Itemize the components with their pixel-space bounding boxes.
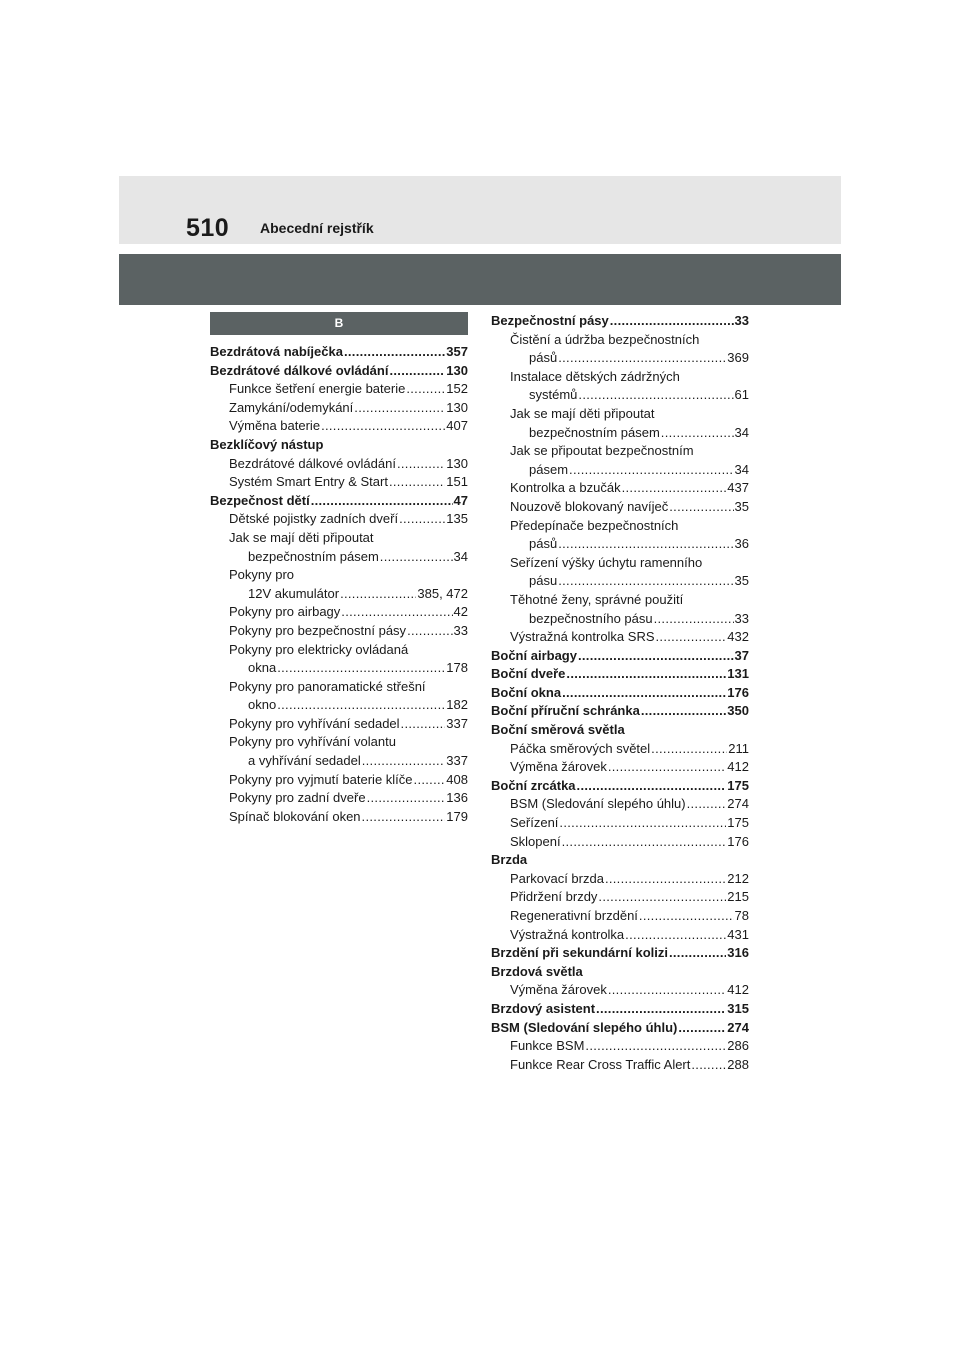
entry-text: Jak se mají děti připoutat [510, 405, 655, 421]
dot-leader [406, 380, 445, 399]
entry-page-number[interactable]: 33 [734, 313, 749, 328]
index-entry[interactable] [491, 926, 749, 945]
dot-leader [669, 498, 733, 517]
dot-leader [558, 535, 733, 554]
dot-leader [622, 479, 727, 498]
entry-text: Boční okna [491, 684, 562, 700]
dot-leader [389, 473, 445, 492]
entry-page-number[interactable]: 151 [446, 474, 468, 490]
index-entry[interactable] [210, 641, 468, 660]
index-entry[interactable] [491, 870, 749, 889]
entry-text: Boční dveře [491, 666, 566, 682]
index-entry[interactable] [491, 1000, 749, 1019]
index-entry[interactable] [210, 343, 468, 362]
entry-page-number[interactable]: 35 [734, 573, 749, 589]
index-entry[interactable] [491, 888, 749, 907]
entry-page-number[interactable]: 176 [727, 684, 749, 700]
entry-page-number[interactable]: 42 [453, 604, 468, 620]
entry-text: Sklopení [510, 833, 561, 849]
entry-text: Pokyny pro vyjmutí baterie klíče [229, 771, 413, 787]
entry-text: Předepínače bezpečnostních [510, 517, 679, 533]
entry-text: a vyhřívání sedadel [248, 753, 361, 769]
dot-leader [340, 585, 416, 604]
index-entry[interactable] [491, 498, 749, 517]
entry-text: okna [248, 660, 277, 676]
index-entry[interactable] [491, 1037, 749, 1056]
dot-leader [362, 752, 446, 771]
entry-text: Výměna žárovek [510, 982, 607, 998]
entry-text: Jak se mají děti připoutat [229, 529, 374, 545]
entry-text: Nouzově blokovaný navíječ [510, 498, 669, 514]
entry-page-number[interactable]: 33 [734, 610, 749, 626]
entry-text: Bezdrátové dálkové ovládání [229, 455, 396, 471]
entry-text: Pokyny pro panoramatické střešní [229, 678, 426, 694]
entry-text: Bezpečnost dětí [210, 492, 310, 508]
dot-leader [691, 1056, 726, 1075]
dot-leader [277, 696, 445, 715]
index-entry[interactable] [210, 473, 468, 492]
index-entry[interactable] [210, 678, 468, 697]
index-entry[interactable] [210, 789, 468, 808]
entry-text: Výstražná kontrolka [510, 926, 625, 942]
index-entry[interactable] [491, 851, 749, 870]
dot-leader [608, 758, 726, 777]
index-entry[interactable] [491, 628, 749, 647]
entry-text: Těhotné ženy, správné použití [510, 591, 684, 607]
entry-page-number[interactable]: 288 [727, 1056, 749, 1072]
entry-page-number[interactable]: 175 [727, 777, 749, 793]
entry-text: Brzdová světla [491, 963, 583, 979]
dot-leader [669, 944, 726, 963]
index-entry[interactable] [210, 492, 468, 511]
entry-text: Boční zrcátka [491, 777, 576, 793]
index-entry[interactable] [210, 752, 468, 771]
index-entry[interactable] [491, 665, 749, 684]
entry-text: Bezdrátové dálkové ovládání [210, 362, 389, 378]
entry-page-number[interactable]: 412 [727, 759, 749, 775]
index-entry[interactable] [210, 659, 468, 678]
entry-text: Pokyny pro bezpečnostní pásy [229, 622, 407, 638]
entry-page-number[interactable]: 130 [446, 362, 468, 378]
entry-page-number[interactable]: 274 [727, 796, 749, 812]
entry-page-number[interactable]: 34 [734, 461, 749, 477]
entry-text: Páčka směrových světel [510, 740, 651, 756]
entry-page-number[interactable]: 61 [734, 387, 749, 403]
index-entry[interactable] [210, 362, 468, 381]
index-entry[interactable] [491, 517, 749, 536]
index-entry[interactable] [210, 436, 468, 455]
dot-leader [678, 1019, 726, 1038]
entry-page-number[interactable]: 337 [446, 753, 468, 769]
entry-page-number[interactable]: 215 [727, 889, 749, 905]
entry-page-number[interactable]: 408 [446, 771, 468, 787]
index-entry[interactable] [491, 944, 749, 963]
index-entry[interactable] [491, 424, 749, 443]
dot-leader [569, 461, 734, 480]
entry-page-number[interactable]: 432 [727, 629, 749, 645]
dot-leader [687, 795, 727, 814]
entry-text: 12V akumulátor [248, 585, 340, 601]
index-entry[interactable] [491, 814, 749, 833]
entry-text: Seřízení výšky úchytu ramenního [510, 554, 703, 570]
dot-leader [367, 789, 446, 808]
entry-page-number[interactable]: 78 [734, 908, 749, 923]
page-number: 510 [186, 214, 230, 242]
entry-page-number[interactable]: 431 [727, 926, 749, 942]
entry-text: Funkce šetření energie baterie [229, 381, 406, 397]
entry-text: Regenerativní brzdění [510, 908, 638, 923]
entry-text: Pokyny pro zadní dveře [229, 790, 366, 806]
entry-page-number[interactable]: 337 [446, 715, 468, 731]
entry-text: Brzda [491, 852, 528, 868]
index-entry[interactable] [210, 808, 468, 827]
dot-leader [558, 572, 733, 591]
index-entry[interactable] [491, 479, 749, 498]
entry-page-number[interactable]: 316 [727, 945, 749, 961]
dot-leader [399, 510, 445, 529]
entry-page-number[interactable]: 274 [727, 1019, 749, 1035]
index-column-left [210, 312, 468, 826]
entry-text: Pokyny pro elektricky ovládaná [229, 641, 409, 657]
entry-page-number[interactable]: 315 [727, 1000, 749, 1016]
entry-page-number[interactable]: 437 [727, 480, 749, 496]
index-entry[interactable] [210, 585, 468, 604]
entry-page-number[interactable]: 407 [446, 418, 468, 434]
entry-text: bezpečnostním pásem [529, 424, 660, 440]
section-title: Abecední rejstřík [260, 220, 374, 236]
dot-leader [598, 888, 726, 907]
index-entry[interactable] [210, 733, 468, 752]
dot-leader [277, 659, 445, 678]
entry-text: Pokyny pro airbagy [229, 604, 341, 620]
index-entry[interactable] [210, 715, 468, 734]
entry-text: Pokyny pro vyhřívání volantu [229, 734, 396, 750]
index-entry[interactable] [491, 777, 749, 796]
index-entry[interactable] [210, 510, 468, 529]
entry-page-number[interactable]: 136 [446, 790, 468, 806]
index-entry[interactable] [491, 554, 749, 573]
entry-text: Výstražná kontrolka SRS [510, 629, 655, 645]
entry-text: bezpečnostním pásem [248, 548, 379, 564]
entry-page-number[interactable]: 412 [727, 982, 749, 998]
index-entry[interactable] [210, 455, 468, 474]
index-entry[interactable] [491, 610, 749, 629]
dot-leader [407, 622, 452, 641]
dot-leader [344, 343, 445, 362]
index-entry[interactable] [491, 1019, 749, 1038]
dot-leader [566, 665, 726, 684]
index-entry[interactable] [491, 684, 749, 703]
dot-leader [578, 647, 734, 666]
dot-leader [651, 740, 727, 759]
index-entry[interactable] [491, 1056, 749, 1075]
index-entry[interactable] [491, 405, 749, 424]
index-entry[interactable] [491, 591, 749, 610]
index-entry[interactable] [210, 622, 468, 641]
entry-text: systémů [529, 387, 578, 403]
index-entry[interactable] [491, 833, 749, 852]
entry-text: Pokyny pro vyhřívání sedadel [229, 715, 400, 731]
dot-leader [605, 870, 726, 889]
dot-leader [321, 417, 445, 436]
dot-leader [389, 362, 445, 381]
entry-page-number[interactable]: 212 [727, 870, 749, 886]
index-entry[interactable] [210, 548, 468, 567]
dot-leader [654, 610, 734, 629]
entry-page-number[interactable]: 357 [446, 344, 468, 359]
entry-text: Výměna baterie [229, 418, 321, 434]
entry-page-number[interactable]: 130 [446, 455, 468, 471]
entry-page-number[interactable]: 33 [453, 622, 468, 638]
dot-leader [559, 814, 726, 833]
entry-page-number[interactable]: 175 [727, 815, 749, 831]
entry-page-number[interactable]: 37 [734, 647, 749, 663]
dot-leader [558, 349, 726, 368]
entry-page-number[interactable]: 152 [446, 381, 468, 397]
letter-heading: B [210, 312, 468, 335]
index-entry[interactable] [491, 740, 749, 759]
entry-page-number[interactable]: 34 [453, 548, 468, 564]
dot-leader [354, 399, 445, 418]
entry-page-number[interactable]: 135 [446, 511, 468, 527]
entry-page-number[interactable]: 350 [727, 703, 749, 719]
entry-text: Čistění a údržba bezpečnostních [510, 331, 700, 347]
dot-leader [414, 771, 446, 790]
entry-text: Funkce Rear Cross Traffic Alert [510, 1056, 691, 1072]
dot-leader [610, 312, 734, 331]
dot-leader [661, 424, 734, 443]
index-entry[interactable] [210, 399, 468, 418]
dot-leader [311, 492, 453, 511]
dot-leader [562, 833, 727, 852]
index-entry[interactable] [491, 907, 749, 926]
entry-text: Spínač blokování oken [229, 808, 361, 824]
index-entry[interactable] [210, 529, 468, 548]
dot-leader [596, 1000, 726, 1019]
entry-text: Brzdový asistent [491, 1000, 596, 1016]
entry-page-number[interactable]: 35 [734, 498, 749, 514]
index-entry[interactable] [491, 647, 749, 666]
index-entry[interactable] [491, 349, 749, 368]
entry-page-number[interactable]: 182 [446, 697, 468, 713]
dot-leader [656, 628, 727, 647]
index-entry[interactable] [491, 795, 749, 814]
dot-leader [641, 702, 726, 721]
entry-text: Seřízení [510, 815, 559, 831]
dot-leader [625, 926, 726, 945]
entry-text: pásem [529, 461, 569, 477]
entry-text: Přidržení brzdy [510, 889, 598, 905]
entry-text: Boční směrová světla [491, 722, 625, 738]
index-entry[interactable] [491, 461, 749, 480]
entry-text: bezpečnostního pásu [529, 610, 653, 626]
entry-page-number[interactable]: 286 [727, 1038, 749, 1054]
entry-text: pásu [529, 573, 558, 589]
index-entry[interactable] [491, 981, 749, 1000]
index-entry[interactable] [210, 771, 468, 790]
entry-text: Systém Smart Entry & Start [229, 474, 388, 490]
entry-text: Bezpečnostní pásy [491, 313, 609, 328]
entry-text: BSM (Sledování slepého úhlu) [491, 1019, 678, 1035]
dot-leader [577, 777, 727, 796]
entry-text: Jak se připoutat bezpečnostním [510, 443, 694, 459]
entry-text: Kontrolka a bzučák [510, 480, 621, 496]
dot-leader [608, 981, 726, 1000]
entry-text: Brzdění při sekundární kolizi [491, 945, 668, 961]
index-entry[interactable] [491, 535, 749, 554]
index-entry[interactable] [491, 758, 749, 777]
entry-page-number[interactable]: 211 [728, 740, 749, 756]
entry-page-number[interactable]: 369 [727, 350, 749, 366]
entry-text: Bezdrátová nabíječka [210, 344, 343, 359]
entry-text: Instalace dětských zádržných [510, 368, 680, 384]
dot-leader [380, 548, 453, 567]
dot-leader [578, 386, 733, 405]
entry-text: Dětské pojistky zadních dveří [229, 511, 399, 527]
index-entry[interactable] [491, 442, 749, 461]
entry-text: Boční příruční schránka [491, 703, 640, 719]
dot-leader [362, 808, 446, 827]
dot-leader [639, 907, 734, 926]
entry-text: pásů [529, 350, 558, 366]
index-column-right [491, 312, 749, 1074]
index-entry[interactable] [491, 702, 749, 721]
entry-text: Boční airbagy [491, 647, 577, 663]
entry-page-number[interactable]: 179 [446, 808, 468, 824]
entry-text: Parkovací brzda [510, 870, 604, 886]
dot-leader [562, 684, 726, 703]
entry-text: Pokyny pro [229, 567, 295, 583]
dot-leader [401, 715, 446, 734]
index-entry[interactable] [210, 566, 468, 585]
entry-text: Funkce BSM [510, 1038, 585, 1054]
index-entry[interactable] [491, 331, 749, 350]
entry-page-number[interactable]: 176 [727, 833, 749, 849]
entry-page-number[interactable]: 36 [734, 536, 749, 552]
entry-page-number[interactable]: 130 [446, 399, 468, 415]
index-entry[interactable] [491, 312, 749, 331]
index-entry[interactable] [210, 696, 468, 715]
entry-page-number[interactable]: 131 [727, 666, 749, 682]
entry-text: Zamykání/odemykání [229, 399, 354, 415]
entry-text: BSM (Sledování slepého úhlu) [510, 796, 686, 812]
index-entry[interactable] [491, 721, 749, 740]
entry-text: Výměna žárovek [510, 759, 607, 775]
index-entry[interactable] [210, 603, 468, 622]
entry-page-number[interactable]: 34 [734, 424, 749, 440]
entry-page-number[interactable]: 47 [453, 492, 468, 508]
index-entry[interactable] [491, 368, 749, 387]
entry-page-number[interactable]: 178 [446, 660, 468, 676]
index-entry[interactable] [491, 572, 749, 591]
index-entry[interactable] [210, 380, 468, 399]
index-entry[interactable] [491, 963, 749, 982]
entry-page-number[interactable]: 385, 472 [417, 585, 468, 601]
entry-text: pásů [529, 536, 558, 552]
entry-text: Bezklíčový nástup [210, 436, 324, 452]
dot-leader [341, 603, 452, 622]
index-entry[interactable] [491, 386, 749, 405]
entry-text: okno [248, 697, 277, 713]
index-entry[interactable] [210, 417, 468, 436]
chapter-band [119, 254, 841, 305]
dot-leader [397, 455, 445, 474]
dot-leader [585, 1037, 726, 1056]
